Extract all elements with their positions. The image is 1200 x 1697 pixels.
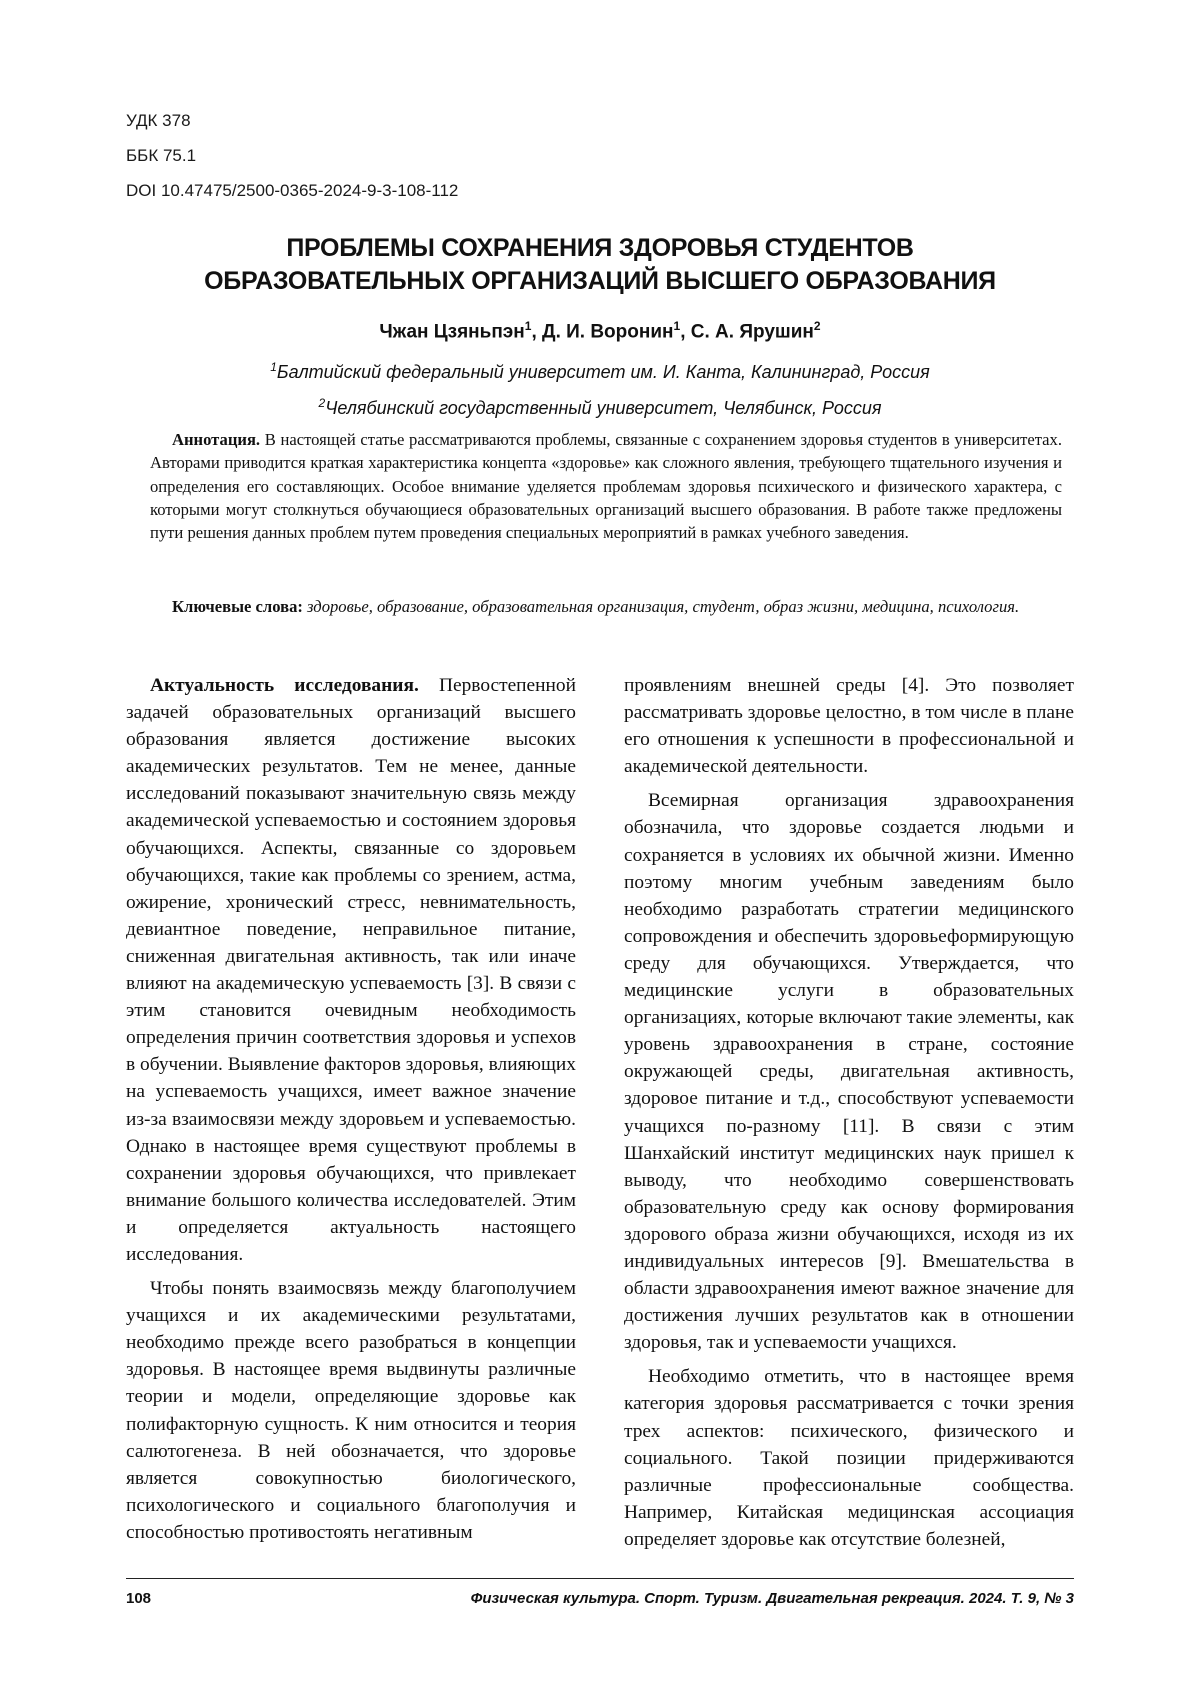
author-1: Чжан Цзяньпэн xyxy=(379,321,525,343)
paragraph: Чтобы понять взаимосвязь между благополучием учащихся и их академическими результатами, необходимо прежде всего разобраться в концепции здоровья. В настоящее время выдвинуты различные теории и модели, определяющие здоровье как полифакторную сущность. К ним относится и теория салютогенеза. В ней обозначается, что здоровье является совокупностью биологического, психологического и социального благополучия и способностью противостоять негативным xyxy=(126,1278,576,1543)
page-number: 108 xyxy=(126,1590,152,1607)
doi: DOI 10.47475/2500-0365-2024-9-3-108-112 xyxy=(126,181,459,200)
keywords-label: Ключевые слова: xyxy=(172,597,303,616)
author-separator: , xyxy=(531,321,543,343)
affiliation-1-mark: 1 xyxy=(270,360,277,374)
paragraph-continued: проявлениям внешней среды [4]. Это позволяет рассматривать здоровье целостно, в том числе в плане его отношения к успешности в профессиональной и академической деятельности. xyxy=(624,675,1074,778)
paragraph: Необходимо отметить, что в настоящее время категория здоровья рассматривается с точки зрения трех аспектов: психического, физического и социального. Такой позиции придерживаются различные профессиональные сообщества. Например, Китайская медицинская ассоциация определяет здоровье как отсутствие болезней, xyxy=(624,1366,1074,1550)
bbk-code: ББК 75.1 xyxy=(126,146,197,165)
paragraph xyxy=(126,672,576,1268)
abstract-label: Аннотация. xyxy=(172,430,261,449)
abstract-text: В настоящей статье рассматриваются проблемы, связанные с сохранением здоровья студентов в университетах. Авторами приводится краткая характеристика концепта «здоровье» как сложного явления, требующего тщательного изучения и определения его составляющих. Особое внимание уделяется проблемам здоровья психического и физического характера, с которыми могут столкнуться обучающиеся образовательных организаций высшего образования. В работе также предложены пути решения данных проблем путем проведения специальных мероприятий в рамках учебного заведения. xyxy=(150,430,1062,543)
title-line-1: ПРОБЛЕМЫ СОХРАНЕНИЯ ЗДОРОВЬЯ СТУДЕНТОВ xyxy=(286,234,914,262)
article-meta xyxy=(126,103,458,208)
keywords-text: здоровье, образование, образовательная организация, студент, образ жизни, медицина, психология. xyxy=(302,597,1020,616)
author-separator: , xyxy=(680,321,691,343)
footer-divider xyxy=(126,1578,1074,1579)
journal-name: Физическая культура. Спорт. Туризм. Двигательная рекреация. 2024. Т. 9, № 3 xyxy=(470,1590,1074,1607)
title-line-2: ОБРАЗОВАТЕЛЬНЫХ ОРГАНИЗАЦИЙ ВЫСШЕГО ОБРАЗОВАНИЯ xyxy=(204,267,996,295)
affiliation-2 xyxy=(100,388,1100,424)
paragraph-text: Первостепенной задачей образовательных организаций высшего образования является достижение высоких академических результатов. Тем не менее, данные исследований показывают значительную связь между академической успеваемостью и состоянием здоровья обучающихся. Аспекты, связанные со здоровьем обучающихся, такие как проблемы со зрением, астма, ожирение, хронический стресс, невнимательность, девиантное поведение, неправильное питание, сниженная двигательная активность, так или иначе влияют на академическую успеваемость [3]. В связи с этим становится очевидным необходимость определения причин соответствия здоровья и успехов в обучении. Выявление факторов здоровья, влияющих на успеваемость учащихся, имеет важное значение из-за взаимосвязи между здоровьем и успеваемостью. Однако в настоящее время существуют проблемы в сохранении здоровья обучающихся, что привлекает внимание большого количества исследователей. Этим и определяется актуальность настоящего исследования. xyxy=(126,675,576,1265)
affiliation-1-text: Балтийский федеральный университет им. И. Канта, Калининград, Россия xyxy=(276,362,930,382)
paragraph: Всемирная организация здравоохранения обозначила, что здоровье создается людьми и сохраняется в условиях их обычной жизни. Именно поэтому многим учебным заведениям было необходимо разработать стратегии медицинского сопровождения и обеспечить здоровьеформирующую среду для обучающихся. Утверждается, что медицинские услуги в образовательных организациях, которые включают такие элементы, как уровень здравоохранения в стране, состояние окружающей среды, двигательная активность, здоровое питание и т.д., способствуют успеваемости учащихся по-разному [11]. В связи с этим Шанхайский институт медицинских наук пришел к выводу, что необходимо совершенствовать образовательную среду как основу формирования здорового образа жизни обучающихся, исходя из их индивидуальных интересов [9]. Вмешательства в области здравоохранения имеют важное значение для достижения лучших результатов как в отношении здоровья, так и успеваемости учащихся. xyxy=(624,790,1074,1354)
author-2: Д. И. Воронин xyxy=(542,321,674,343)
affiliations xyxy=(100,352,1100,424)
abstract xyxy=(150,428,1062,544)
author-1-affil: 1 xyxy=(524,319,532,333)
body-column-left xyxy=(126,672,576,1546)
affiliation-2-mark: 2 xyxy=(318,396,326,410)
author-2-affil: 1 xyxy=(673,319,681,333)
affiliation-1 xyxy=(100,352,1100,388)
keywords xyxy=(150,595,1062,618)
author-3: С. А. Ярушин xyxy=(690,321,814,343)
udk-code: УДК 378 xyxy=(126,111,191,130)
section-label: Актуальность исследования. xyxy=(150,675,419,696)
article-title xyxy=(100,232,1100,298)
affiliation-2-text: Челябинский государственный университет, Челябинск, Россия xyxy=(325,398,882,418)
author-3-affil: 2 xyxy=(813,319,821,333)
authors xyxy=(100,313,1100,345)
body-column-right xyxy=(624,672,1074,1553)
